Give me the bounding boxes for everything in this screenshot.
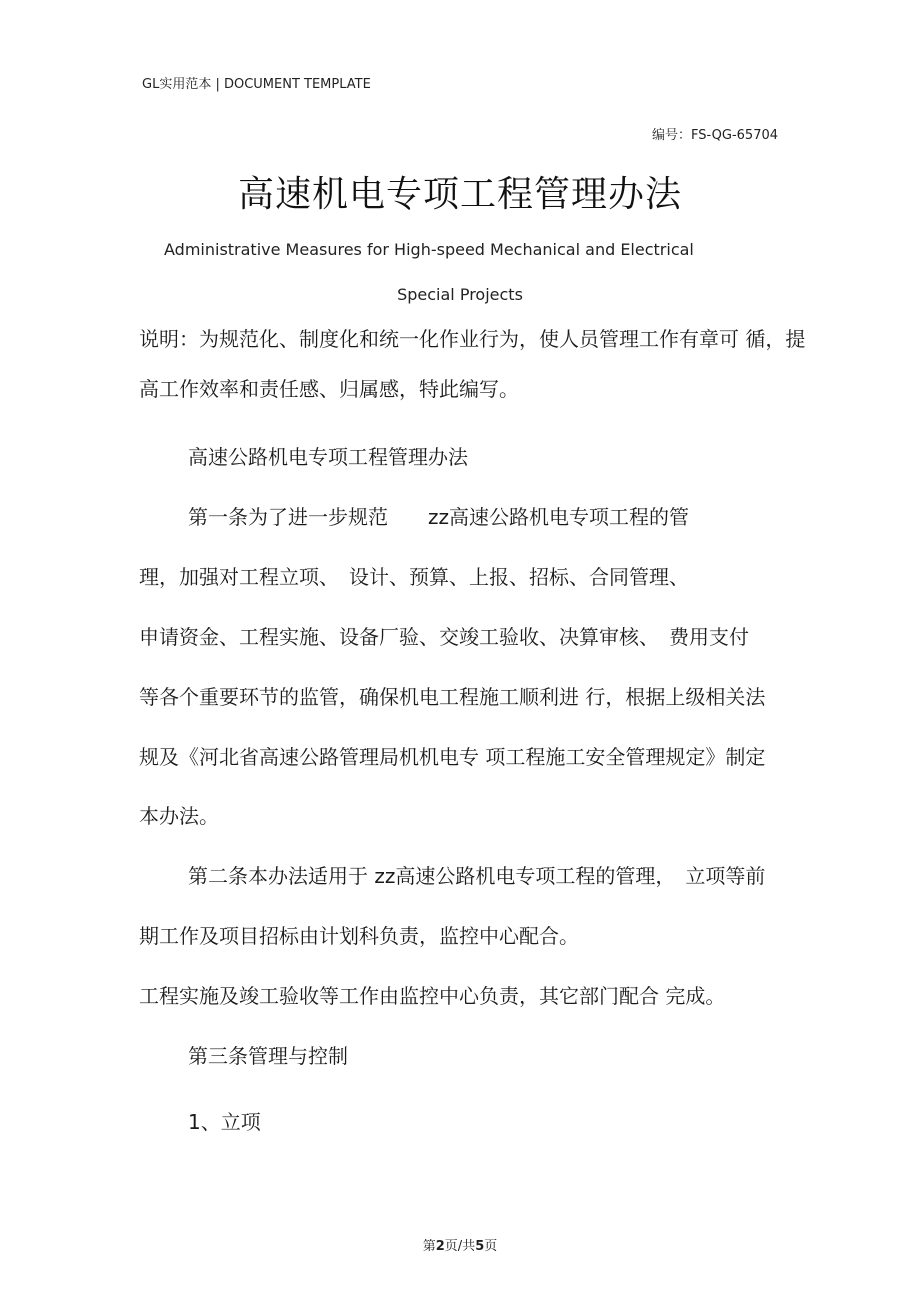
intro-line-2: 高工作效率和责任感、归属感，特此编写。: [139, 377, 519, 401]
intro-line-1: 说明：为规范化、制度化和统一化作业行为，使人员管理工作有章可 循，提: [139, 327, 806, 351]
footer-prefix: 第: [422, 1239, 436, 1254]
english-subtitle-line-1: Administrative Measures for High-speed Mechanical and Electrical: [164, 240, 694, 259]
total-page-number: 5: [475, 1239, 485, 1254]
current-page-number: 2: [435, 1239, 445, 1254]
article-1-line-1: 第一条为了进一步规范 zz高速公路机电专项工程的管: [188, 505, 689, 529]
document-title: 高速机电专项工程管理办法: [237, 174, 682, 215]
document-header-label: GL实用范本 | DOCUMENT TEMPLATE: [142, 77, 371, 92]
document-number: 编号：FS-QG-65704: [652, 128, 779, 143]
article-1-line-6: 本办法。: [139, 804, 219, 828]
article-1-line-5: 规及《河北省高速公路管理局机机电专 项工程施工安全管理规定》制定: [139, 745, 766, 769]
article-2-line-1: 第二条本办法适用于 zz高速公路机电专项工程的管理， 立项等前: [188, 864, 766, 888]
footer-suffix: 页: [484, 1239, 498, 1254]
article-1-line-4: 等各个重要环节的监管，确保机电工程施工顺利进 行，根据上级相关法: [139, 685, 766, 709]
page-footer: [0, 1235, 920, 1254]
article-2-line-2: 期工作及项目招标由计划科负责，监控中心配合。: [139, 924, 579, 948]
article-2-line-3: 工程实施及竣工验收等工作由监控中心负责，其它部门配合 完成。: [139, 984, 726, 1008]
item-1-heading: 1、立项: [188, 1110, 261, 1134]
article-3-heading: 第三条管理与控制: [188, 1044, 348, 1068]
english-subtitle-line-2: Special Projects: [397, 285, 523, 304]
footer-middle: 页/共: [444, 1239, 476, 1254]
article-1-line-3: 申请资金、工程实施、设备厂验、交竣工验收、决算审核、 费用支付: [139, 625, 749, 649]
article-1-line-2: 理，加强对工程立项、 设计、预算、上报、招标、合同管理、: [139, 565, 689, 589]
section-heading: 高速公路机电专项工程管理办法: [188, 445, 468, 469]
